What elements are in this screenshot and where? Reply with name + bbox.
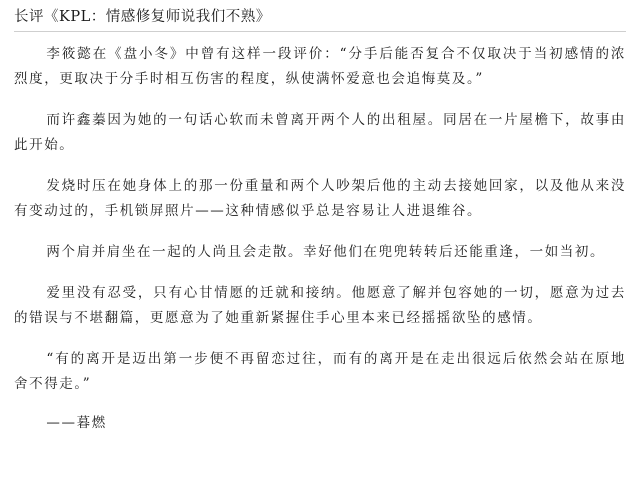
title-divider [14, 31, 626, 32]
author-signature: ——暮燃 [46, 415, 107, 431]
paragraph-6-quote: “有的离开是迈出第一步便不再留恋过往，而有的离开是在走出很远后依然会站在原地舍不得走。” [14, 351, 626, 392]
paragraph-4: 两个肩并肩坐在一起的人尚且会走散。幸好他们在兜兜转转后还能重逢，一如当初。 [46, 244, 606, 260]
paragraph-5: 爱里没有忍受，只有心甘情愿的迁就和接纳。他愿意了解并包容她的一切，愿意为过去的错误与不堪翻篇，更愿意为了她重新紧握住手心里本来已经摇摇欲坠的感情。 [14, 285, 626, 326]
paragraph-2: 而许鑫蓁因为她的一句话心软而未曾离开两个人的出租屋。同居在一片屋檐下，故事由此开始。 [14, 112, 626, 153]
paragraph-3: 发烧时压在她身体上的那一份重量和两个人吵架后他的主动去接她回家，以及他从来没有变动过的，手机锁屏照片——这种情感似乎总是容易让人进退维谷。 [14, 178, 626, 219]
paragraph-1: 李筱懿在《盘小冬》中曾有这样一段评价：“分手后能否复合不仅取决于当初感情的浓烈度，更取决于分手时相互伤害的程度，纵使满怀爱意也会追悔莫及。” [14, 46, 626, 87]
document-title: 长评《KPL：情感修复师说我们不熟》 [14, 9, 271, 25]
